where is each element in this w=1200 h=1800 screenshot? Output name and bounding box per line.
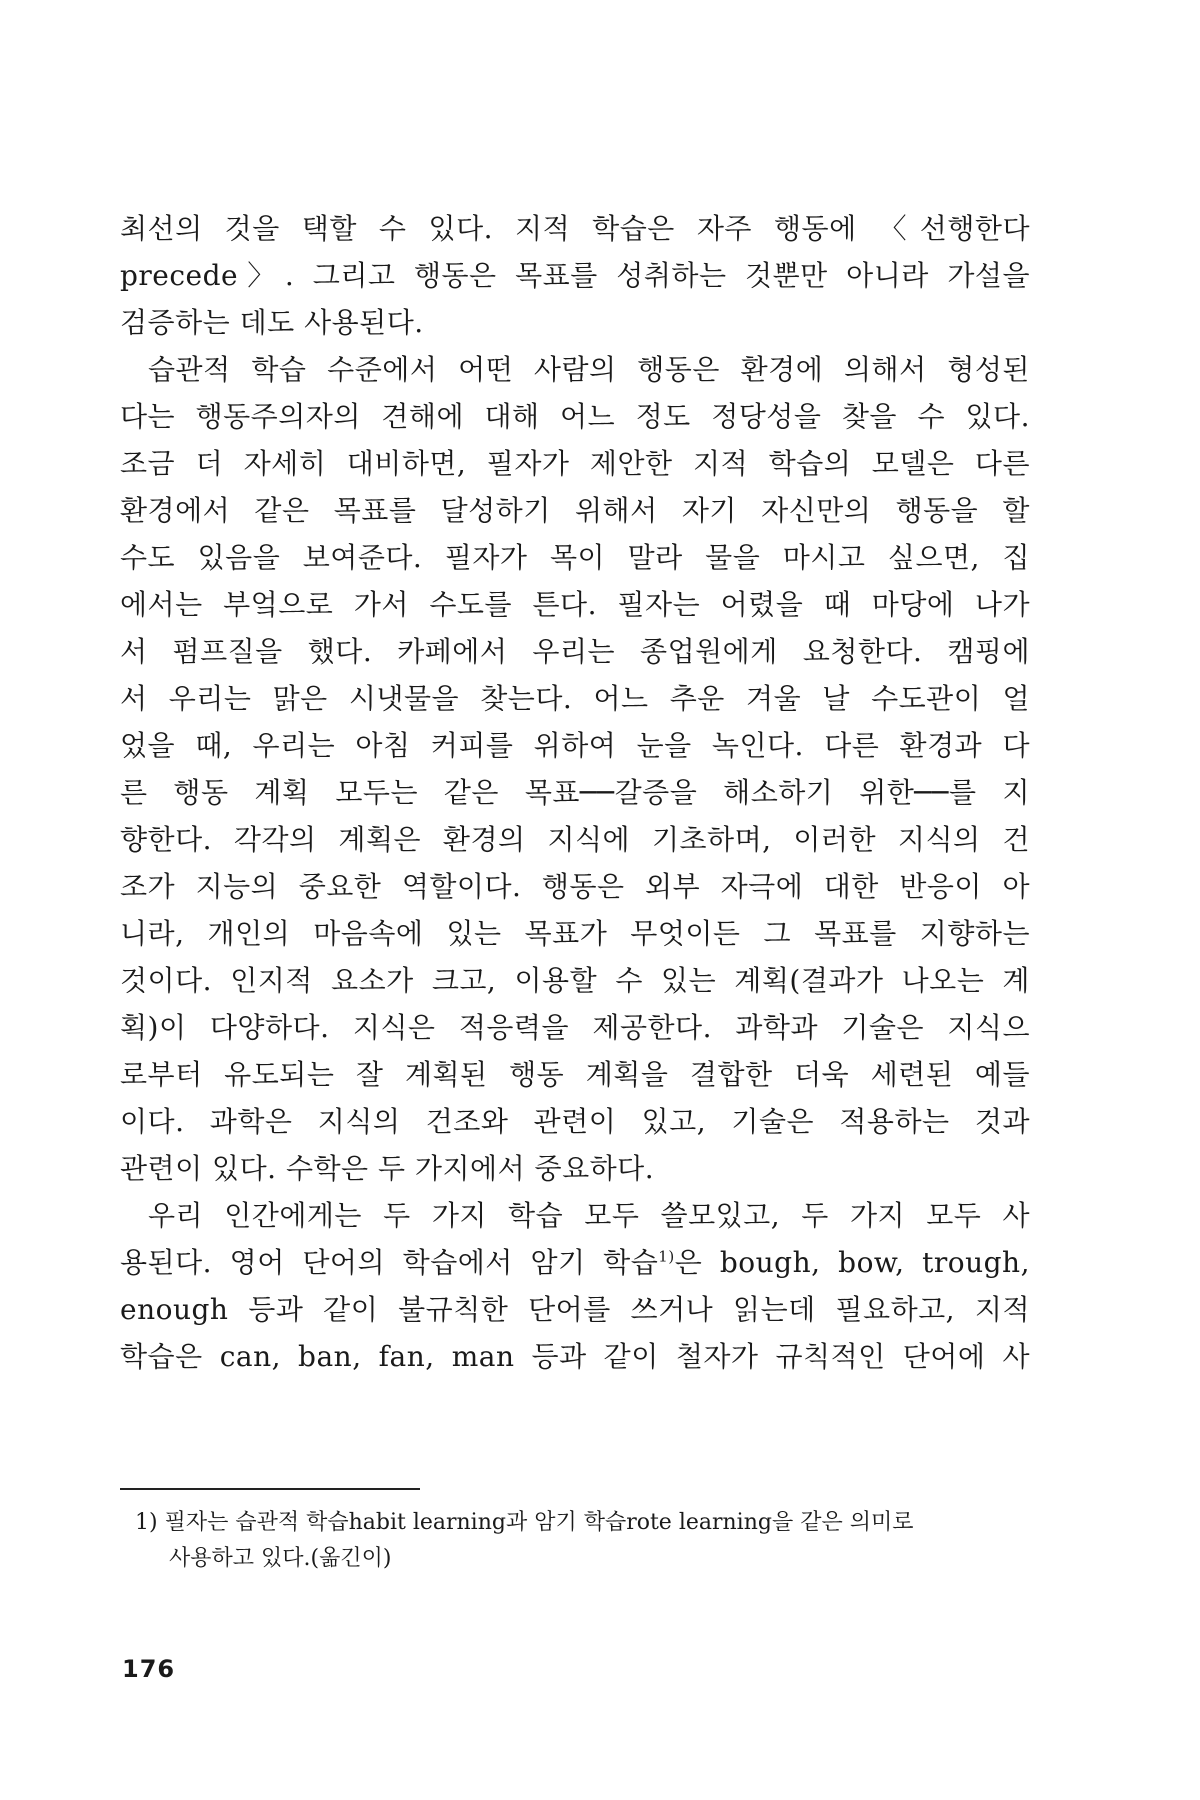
body-line: 획)이 다양하다. 지식은 적응력을 제공한다. 과학과 기술은 지식으 <box>120 1011 1030 1044</box>
footnote <box>135 1505 1030 1577</box>
body-line: 에서는 부엌으로 가서 수도를 튼다. 필자는 어렸을 때 마당에 나가 <box>120 588 1030 621</box>
body-line: 습관적 학습 수준에서 어떤 사람의 행동은 환경에 의해서 형성된 <box>148 353 1030 386</box>
body-line: 었을 때, 우리는 아침 커피를 위하여 눈을 녹인다. 다른 환경과 다 <box>120 729 1030 762</box>
page-number: 176 <box>122 1655 176 1683</box>
body-line: 것이다. 인지적 요소가 크고, 이용할 수 있는 계획(결과가 나오는 계 <box>120 964 1030 997</box>
footnote-divider <box>120 1488 420 1490</box>
body-line: 다는 행동주의자의 견해에 대해 어느 정도 정당성을 찾을 수 있다. <box>120 400 1030 433</box>
body-line: 수도 있음을 보여준다. 필자가 목이 말라 물을 마시고 싶으면, 집 <box>120 541 1030 574</box>
body-line: 환경에서 같은 목표를 달성하기 위해서 자기 자신만의 행동을 할 <box>120 494 1030 527</box>
footnote-reference: 1) <box>658 1247 675 1266</box>
footnote-line: 사용하고 있다.(옮긴이) <box>169 1546 392 1571</box>
body-line: 학습은 can, ban, fan, man 등과 같이 철자가 규칙적인 단어에 사 <box>120 1340 1030 1373</box>
body-line: 우리 인간에게는 두 가지 학습 모두 쓸모있고, 두 가지 모두 사 <box>148 1199 1030 1232</box>
body-line: 로부터 유도되는 잘 계획된 행동 계획을 결합한 더욱 세련된 예들 <box>120 1058 1030 1091</box>
body-line: 조금 더 자세히 대비하면, 필자가 제안한 지적 학습의 모델은 다른 <box>120 447 1030 480</box>
footnote-line: 1) 필자는 습관적 학습habit learning과 암기 학습rote learning을 같은 의미로 <box>135 1510 914 1535</box>
body-line: 서 우리는 맑은 시냇물을 찾는다. 어느 추운 겨울 날 수도관이 얼 <box>120 682 1030 715</box>
body-text-segment: 은 bough, bow, trough, <box>674 1246 1030 1279</box>
body-line: 조가 지능의 중요한 역할이다. 행동은 외부 자극에 대한 반응이 아 <box>120 870 1030 903</box>
body-line: 향한다. 각각의 계획은 환경의 지식에 기초하며, 이러한 지식의 건 <box>120 823 1030 856</box>
body-line: precede〉. 그리고 행동은 목표를 성취하는 것뿐만 아니라 가설을 <box>120 259 1030 292</box>
body-line: 관련이 있다. 수학은 두 가지에서 중요하다. <box>120 1152 655 1185</box>
body-text-segment: 용된다. 영어 단어의 학습에서 암기 학습 <box>120 1246 659 1279</box>
body-line: 서 펌프질을 했다. 카페에서 우리는 종업원에게 요청한다. 캠핑에 <box>120 635 1030 668</box>
body-line: enough 등과 같이 불규칙한 단어를 쓰거나 읽는데 필요하고, 지적 <box>120 1293 1030 1326</box>
body-line: 이다. 과학은 지식의 건조와 관련이 있고, 기술은 적용하는 것과 <box>120 1105 1030 1138</box>
body-line: 니라, 개인의 마음속에 있는 목표가 무엇이든 그 목표를 지향하는 <box>120 917 1030 950</box>
body-line: 른 행동 계획 모두는 같은 목표──갈증을 해소하기 위한──를 지 <box>120 776 1030 809</box>
body-line-with-footnote-ref <box>120 1239 1030 1286</box>
body-line: 검증하는 데도 사용된다. <box>120 306 424 339</box>
body-text <box>120 205 1030 1380</box>
body-line: 최선의 것을 택할 수 있다. 지적 학습은 자주 행동에 〈선행한다 <box>120 212 1030 245</box>
